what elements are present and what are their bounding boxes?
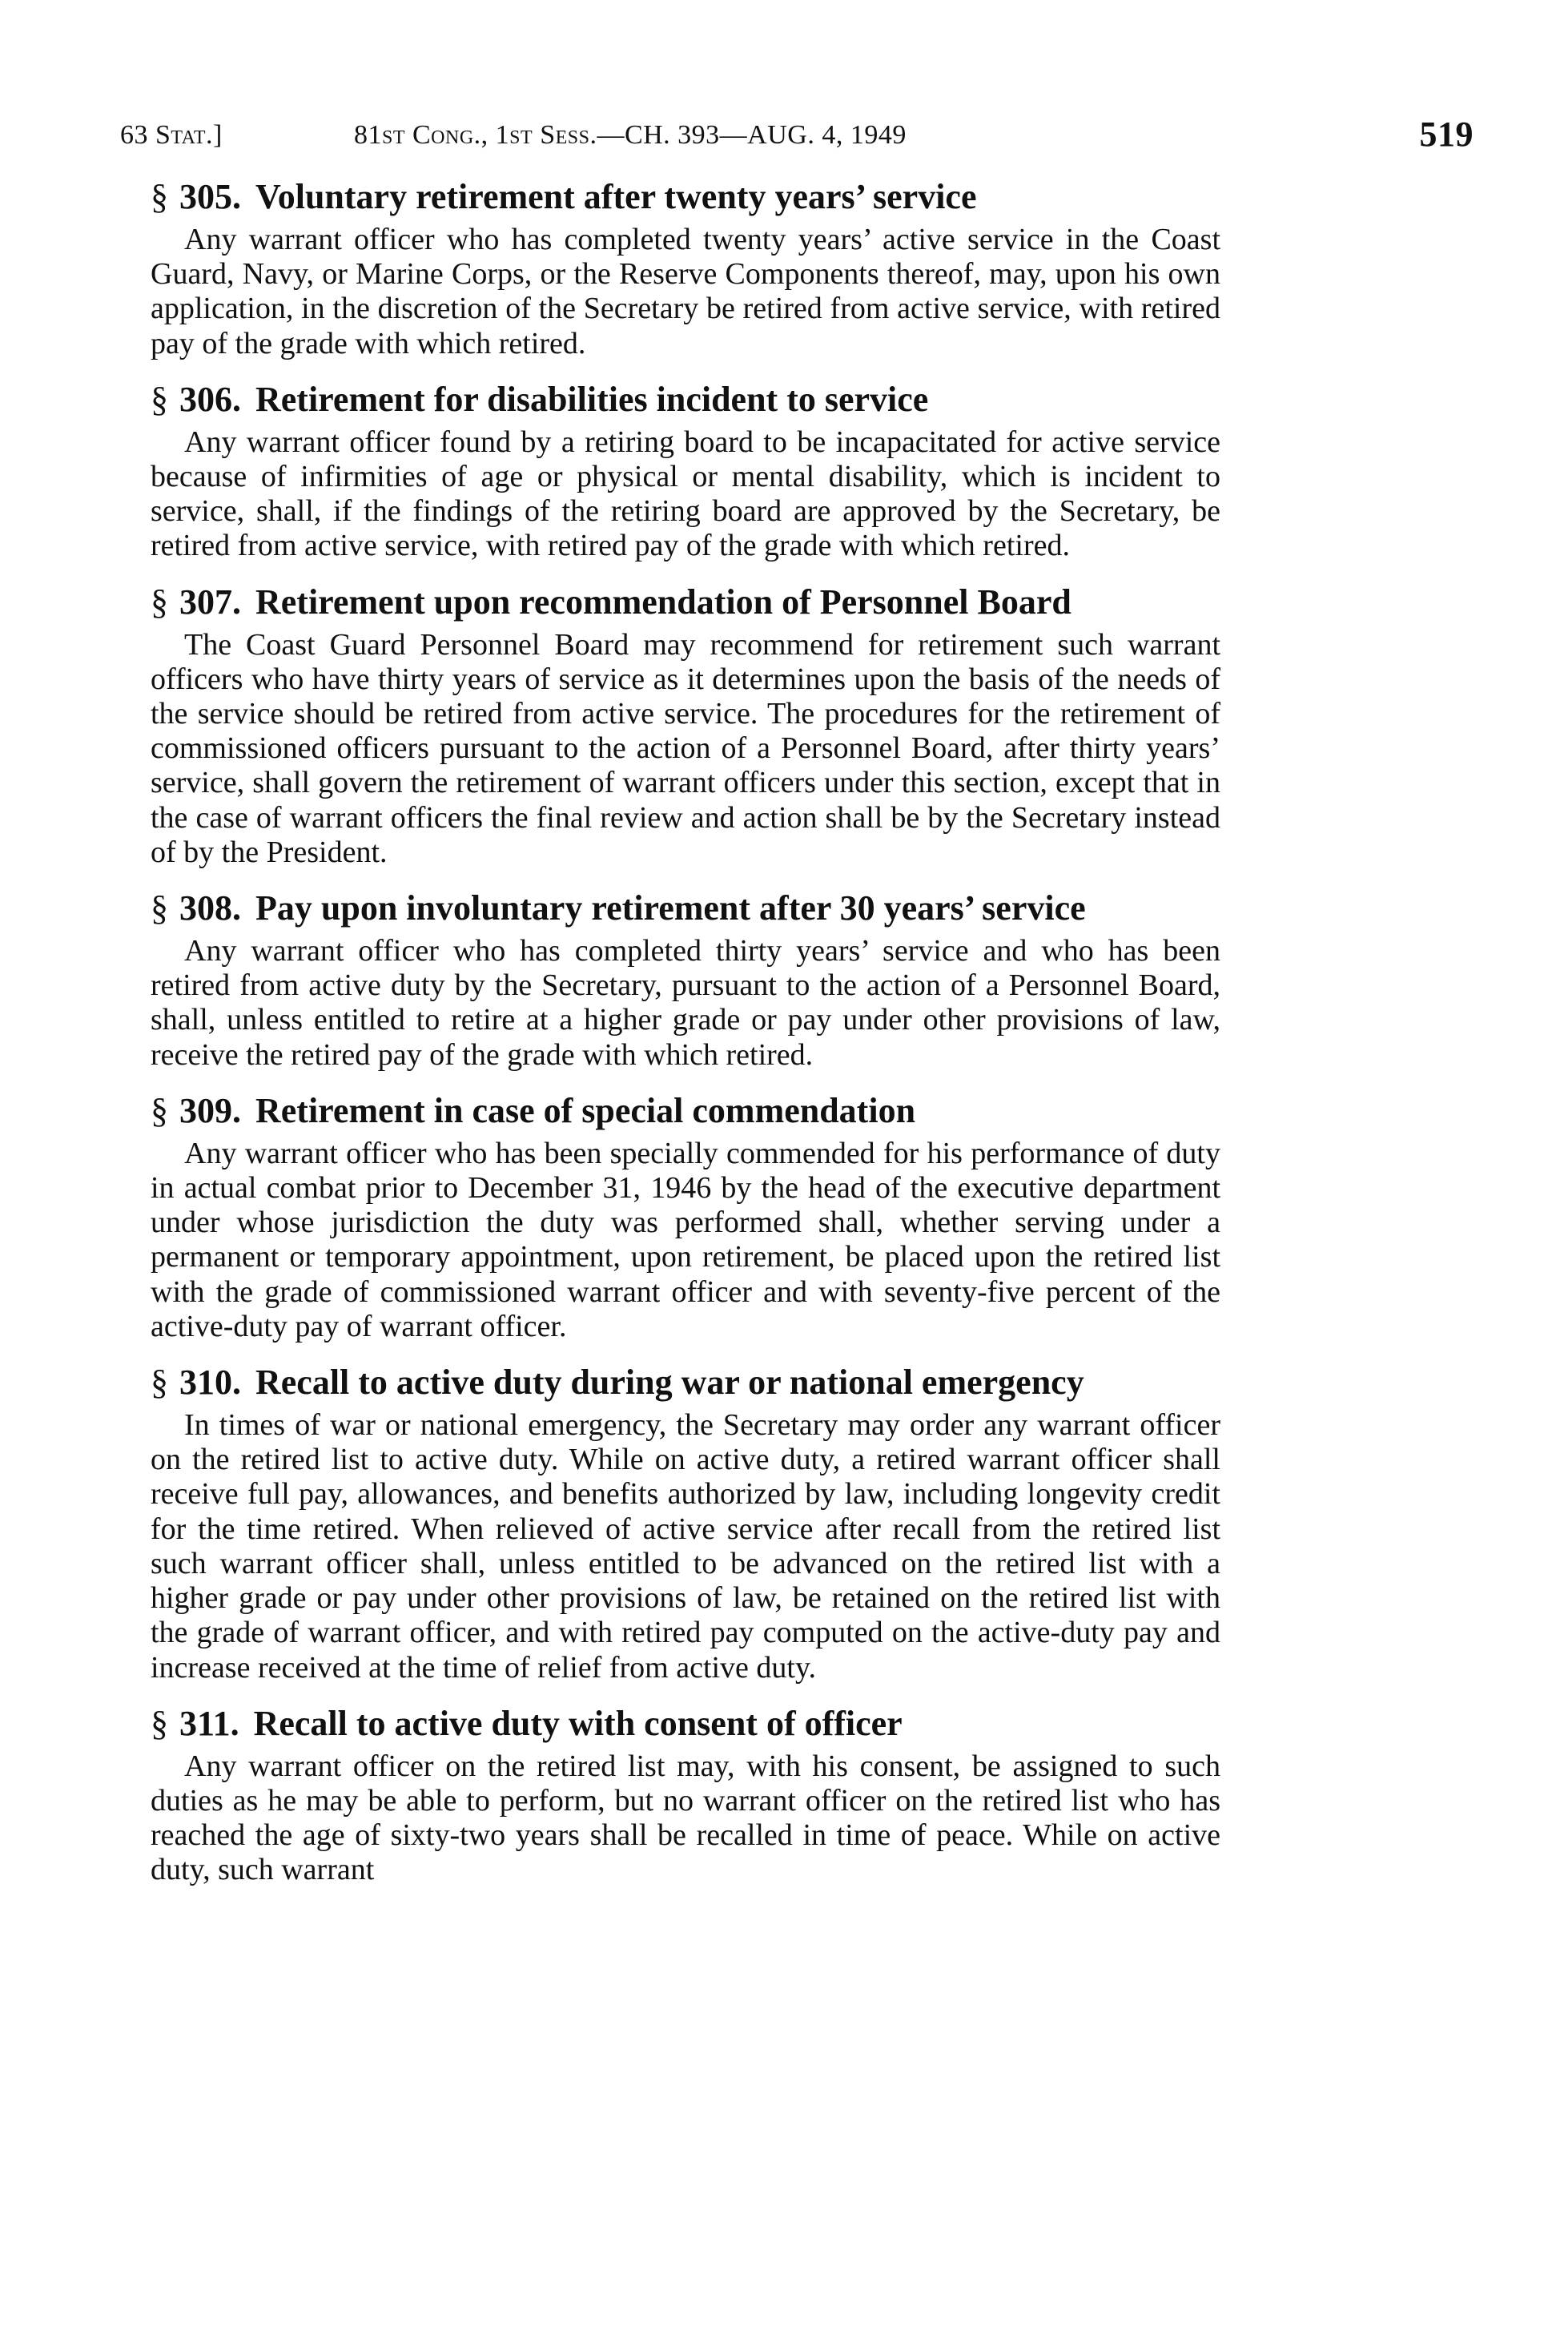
section-text: Any warrant officer found by a retiring board to be incapacitated for active service because of infirmities of age or physical or mental disability, which is incident to service, shall, if the findings of the retiring board are approved by the Secretary, be retired from active service, with retired pay of the grade with which retired.: [151, 425, 1220, 563]
section-text: Any warrant officer who has completed thirty years’ service and who has been retired from active duty by the Secretary, pursuant to the action of a Personnel Board, shall, unless entitled to retire at a higher grade or pay under other provisions of law, receive the retired pay of the grade with which retired.: [151, 934, 1220, 1072]
section-311: [151, 1701, 1220, 1888]
section-heading: [151, 1089, 1220, 1133]
section-title: Recall to active duty during war or national emergency: [255, 1363, 1084, 1403]
section-number: 311.: [179, 1703, 239, 1743]
section-title: Retirement upon recommendation of Personnel Board: [255, 582, 1071, 622]
section-number: 307.: [179, 582, 241, 622]
section-number: 310.: [179, 1363, 241, 1403]
section-number: 305.: [179, 177, 241, 216]
section-308: [151, 886, 1220, 1073]
section-symbol: §: [151, 582, 168, 622]
running-head: [120, 114, 1474, 162]
section-305: [151, 175, 1220, 361]
section-title: Pay upon involuntary retirement after 30 years’ service: [255, 888, 1086, 928]
session-chapter-date: 81st Cong., 1st Sess.—CH. 393—AUG. 4, 1949: [354, 120, 907, 150]
section-symbol: §: [151, 1090, 168, 1130]
section-text: In times of war or national emergency, the Secretary may order any warrant officer on the retired list to active duty. While on active duty, a retired warrant officer shall receive full pay, allowances, and benefits authorized by law, including longevity credit for the time retired. When relieved of active service after recall from the retired list such warrant officer shall, unless entitled to be advanced on the retired list with a higher grade or pay under other provisions of law, be retained on the retired list with the grade of warrant officer, and with retired pay computed on the active-duty pay and increase received at the time of relief from active duty.: [151, 1408, 1220, 1685]
section-text: Any warrant officer who has completed twenty years’ active service in the Coast Guard, Navy, or Marine Corps, or the Reserve Components thereof, may, upon his own application, in the discretion of the Secretary be retired from active service, with retired pay of the grade with which retired.: [151, 223, 1220, 360]
section-heading: [151, 1701, 1220, 1746]
section-title: Retirement in case of special commendation: [255, 1090, 916, 1130]
section-heading: [151, 580, 1220, 625]
section-title: Retirement for disabilities incident to service: [255, 379, 929, 419]
section-heading: [151, 377, 1220, 422]
statute-volume-reference: 63 Stat.]: [120, 120, 223, 150]
section-number: 306.: [179, 379, 241, 419]
section-symbol: §: [151, 1363, 168, 1403]
section-symbol: §: [151, 888, 168, 928]
section-text: Any warrant officer who has been specially commended for his performance of duty in actual combat prior to December 31, 1946 by the head of the executive department under whose jurisdiction the duty was performed shall, whether serving under a permanent or temporary appointment, upon retirement, be placed upon the retired list with the grade of commissioned warrant officer and with seventy-five percent of the active-duty pay of warrant officer.: [151, 1136, 1220, 1343]
section-309: [151, 1089, 1220, 1344]
section-symbol: §: [151, 379, 168, 419]
section-heading: [151, 886, 1220, 931]
section-number: 308.: [179, 888, 241, 928]
section-title: Recall to active duty with consent of officer: [253, 1703, 903, 1743]
section-title: Voluntary retirement after twenty years’ service: [255, 177, 977, 216]
section-310: [151, 1360, 1220, 1685]
section-symbol: §: [151, 177, 168, 216]
page-number: 519: [1419, 115, 1474, 154]
section-heading: [151, 175, 1220, 219]
statute-body: [151, 175, 1220, 1904]
section-306: [151, 377, 1220, 564]
section-number: 309.: [179, 1090, 241, 1130]
section-text: Any warrant officer on the retired list may, with his consent, be assigned to such duties as he may be able to perform, but no warrant officer on the retired list who has reached the age of sixty-two years shall be recalled in time of peace. While on active duty, such warrant: [151, 1749, 1220, 1887]
section-heading: [151, 1360, 1220, 1405]
section-307: [151, 580, 1220, 870]
section-text: The Coast Guard Personnel Board may recommend for retirement such warrant officers who have thirty years of service as it determines upon the basis of the needs of the service should be retired from active service. The procedures for the retirement of commissioned officers pursuant to the action of a Personnel Board, after thirty years’ service, shall govern the retirement of warrant officers under this section, except that in the case of warrant officers the final review and action shall be by the Secretary instead of by the President.: [151, 627, 1220, 869]
section-symbol: §: [151, 1703, 168, 1743]
